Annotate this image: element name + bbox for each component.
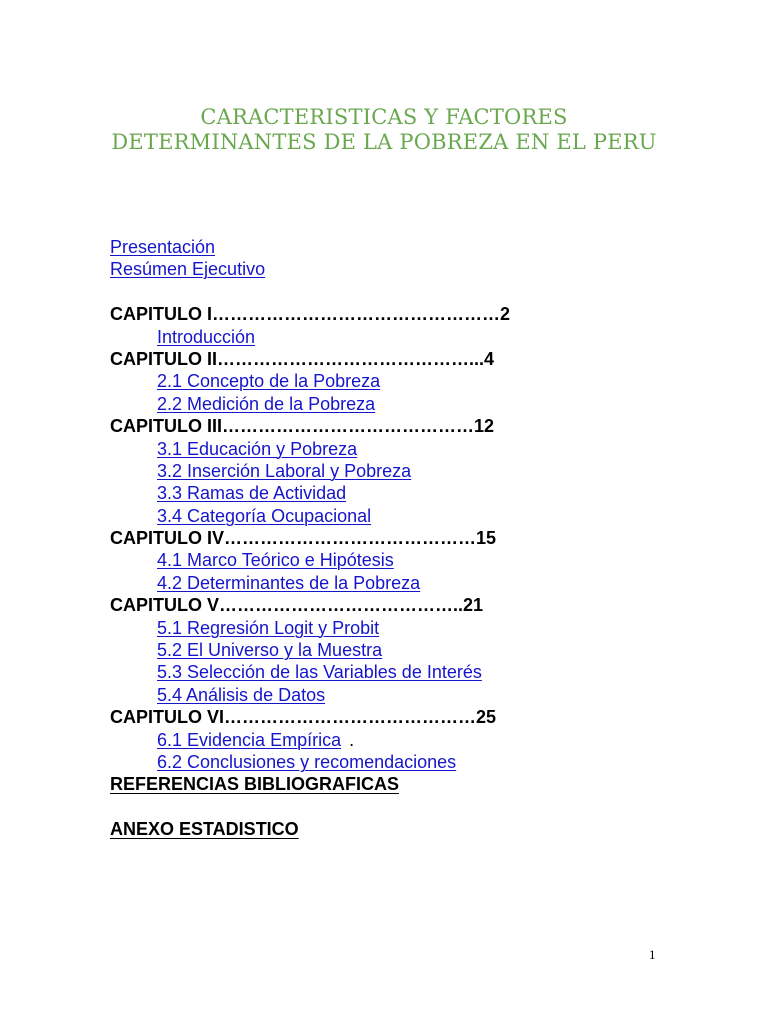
chapter-6-heading: CAPITULO VI……………………………………25 bbox=[110, 707, 497, 728]
toc-link-4-2[interactable]: 4.2 Determinantes de la Pobreza bbox=[157, 572, 421, 593]
document-title-line-2: DETERMINANTES DE LA POBREZA EN EL PERU bbox=[111, 130, 657, 154]
toc-link-3-2[interactable]: 3.2 Inserción Laboral y Pobreza bbox=[157, 460, 412, 481]
chapter-2-heading: CAPITULO II……………………………………...4 bbox=[110, 348, 495, 369]
toc-link-2-2[interactable]: 2.2 Medición de la Pobreza bbox=[157, 393, 376, 414]
toc-link-3-3[interactable]: 3.3 Ramas de Actividad bbox=[157, 483, 347, 504]
toc-link-resumen-ejecutivo[interactable]: Resúmen Ejecutivo bbox=[110, 259, 266, 280]
chapter-5-heading: CAPITULO V…………………………………..21 bbox=[110, 595, 484, 616]
chapter-1-heading: CAPITULO I…………………………………………2 bbox=[110, 304, 511, 325]
toc-link-5-3[interactable]: 5.3 Selección de las Variables de Interés bbox=[157, 662, 482, 683]
chapter-4-heading: CAPITULO IV……………………………………15 bbox=[110, 528, 497, 549]
page-number: 1 bbox=[649, 947, 656, 962]
toc-link-3-4[interactable]: 3.4 Categoría Ocupacional bbox=[157, 505, 372, 526]
toc-link-4-1[interactable]: 4.1 Marco Teórico e Hipótesis bbox=[157, 550, 394, 571]
toc-link-presentacion[interactable]: Presentación bbox=[110, 237, 216, 257]
chapter-3-heading: CAPITULO III……………………………………12 bbox=[110, 416, 495, 437]
table-of-contents bbox=[110, 236, 670, 841]
trailing-period: . bbox=[349, 729, 355, 750]
toc-link-introduccion[interactable]: Introducción bbox=[157, 326, 256, 347]
references-heading: REFERENCIAS BIBLIOGRAFICAS bbox=[110, 774, 400, 795]
toc-link-6-2[interactable]: 6.2 Conclusiones y recomendaciones bbox=[157, 751, 457, 772]
document-title-line-1: CARACTERISTICAS Y FACTORES bbox=[200, 105, 568, 129]
toc-link-5-4[interactable]: 5.4 Análisis de Datos bbox=[157, 684, 326, 705]
annex-heading: ANEXO ESTADISTICO bbox=[110, 819, 299, 840]
toc-link-2-1[interactable]: 2.1 Concepto de la Pobreza bbox=[157, 371, 381, 392]
toc-link-3-1[interactable]: 3.1 Educación y Pobreza bbox=[157, 438, 358, 459]
toc-link-5-1[interactable]: 5.1 Regresión Logit y Probit bbox=[157, 617, 380, 638]
toc-link-5-2[interactable]: 5.2 El Universo y la Muestra bbox=[157, 640, 383, 661]
toc-link-6-1[interactable]: 6.1 Evidencia Empírica bbox=[157, 729, 342, 750]
